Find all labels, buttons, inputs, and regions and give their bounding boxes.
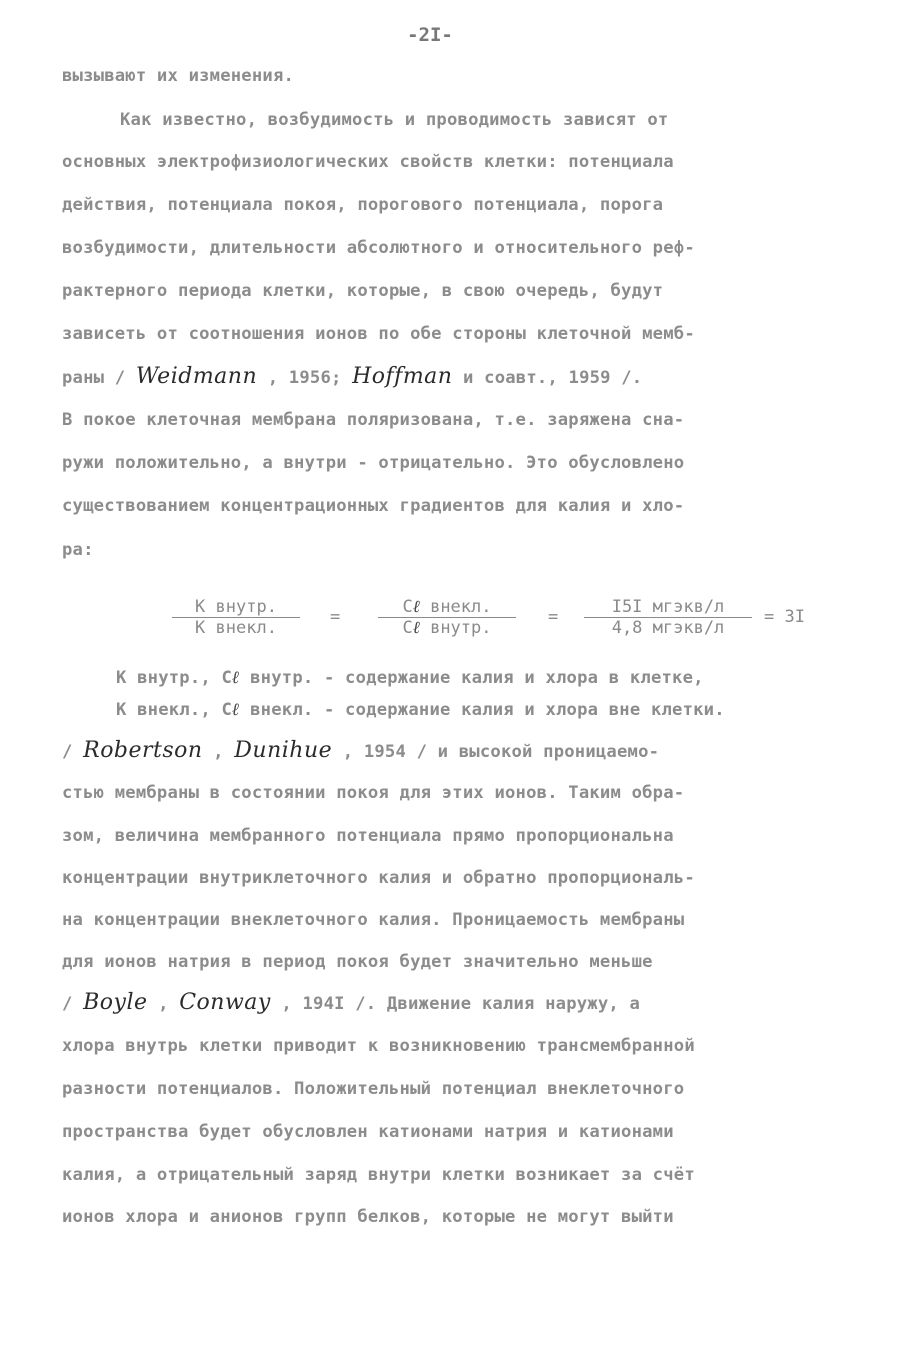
- handwritten-author: Weidmann: [135, 364, 258, 389]
- text-line: возбудимости, длительности абсолютного и относительного реф-: [62, 238, 695, 258]
- result-value: = 3I: [764, 607, 805, 627]
- potassium-chloride-ratio-formula: [170, 597, 850, 647]
- text-line: ружи положительно, а внутри - отрицательно. Это обусловлено: [62, 453, 685, 473]
- handwritten-author: Dunihue: [234, 738, 333, 763]
- text-line: действия, потенциала покоя, порогового потенциала, порога: [62, 195, 664, 215]
- text-line: зависеть от соотношения ионов по обе стороны клеточной мемб-: [62, 324, 695, 344]
- citation-line: [62, 364, 642, 389]
- fraction-numerator: I5I мгэкв/л: [611, 597, 725, 617]
- handwritten-author: Robertson: [83, 738, 203, 763]
- equals-sign: =: [548, 607, 559, 627]
- equals-sign: =: [330, 607, 341, 627]
- handwritten-author: Hoffman: [352, 364, 453, 389]
- text-line: хлора внутрь клетки приводит к возникновению трансмембранной: [62, 1036, 695, 1056]
- text-line: концентрации внутриклеточного калия и обратно пропорциональ-: [62, 868, 695, 888]
- text-fragment: и соавт., 1959 /.: [463, 368, 643, 388]
- text-line: существованием концентрационных градиентов для калия и хло-: [62, 496, 685, 516]
- text-line: стью мембраны в состоянии покоя для этих ионов. Таким обра-: [62, 783, 685, 803]
- handwritten-author: Boyle: [83, 990, 148, 1015]
- definition-line: К внутр., Сℓ внутр. - содержание калия и хлора в клетке,: [116, 668, 704, 688]
- text-line: разности потенциалов. Положительный потенциал внеклеточного: [62, 1079, 685, 1099]
- chlorine-symbol: ℓ: [412, 618, 420, 638]
- text-line: калия, а отрицательный заряд внутри клетки возникает за счёт: [62, 1165, 695, 1185]
- chlorine-symbol: ℓ: [232, 668, 240, 688]
- text-line: зом, величина мембранного потенциала прямо пропорциональна: [62, 826, 674, 846]
- definition-line: К внекл., Сℓ внекл. - содержание калия и хлора вне клетки.: [116, 700, 725, 720]
- citation-line: / Boyle , Conway , 194I /. Движение калия наружу, а: [62, 990, 641, 1015]
- text-fragment: , 1956;: [267, 368, 342, 388]
- chlorine-symbol: ℓ: [232, 700, 240, 720]
- fraction-concentration: [588, 597, 748, 638]
- text-line: для ионов натрия в период покоя будет значительно меньше: [62, 952, 653, 972]
- handwritten-author: Conway: [179, 990, 271, 1015]
- fraction-denominator: К внекл.: [195, 618, 277, 638]
- text-line: В покое клеточная мембрана поляризована, т.е. заряжена сна-: [62, 410, 685, 430]
- fraction-potassium: [176, 597, 296, 638]
- text-line: вызывают их изменения.: [62, 66, 295, 86]
- text-line: ионов хлора и анионов групп белков, которые не могут выйти: [62, 1207, 674, 1227]
- paragraph-start-line: Как известно, возбудимость и проводимость зависят от: [120, 110, 669, 130]
- fraction-numerator: К внутр.: [195, 597, 277, 617]
- text-line: основных электрофизиологических свойств клетки: потенциала: [62, 152, 674, 172]
- text-line: ра:: [62, 540, 94, 560]
- fraction-chloride: [382, 597, 512, 638]
- text-line: на концентрации внеклеточного калия. Проницаемость мембраны: [62, 910, 685, 930]
- text-line: пространства будет обусловлен катионами натрия и катионами: [62, 1122, 674, 1142]
- fraction-denominator: Сℓ внутр.: [402, 618, 492, 638]
- fraction-numerator: Сℓ внекл.: [402, 597, 492, 617]
- citation-line: / Robertson , Dunihue , 1954 / и высокой проницаемо-: [62, 738, 660, 763]
- chlorine-symbol: ℓ: [412, 597, 420, 617]
- page-number: -2I-: [407, 24, 453, 46]
- fraction-denominator: 4,8 мгэкв/л: [611, 618, 725, 638]
- text-line: рактерного периода клетки, которые, в свою очередь, будут: [62, 281, 664, 301]
- text-fragment: раны /: [62, 368, 126, 388]
